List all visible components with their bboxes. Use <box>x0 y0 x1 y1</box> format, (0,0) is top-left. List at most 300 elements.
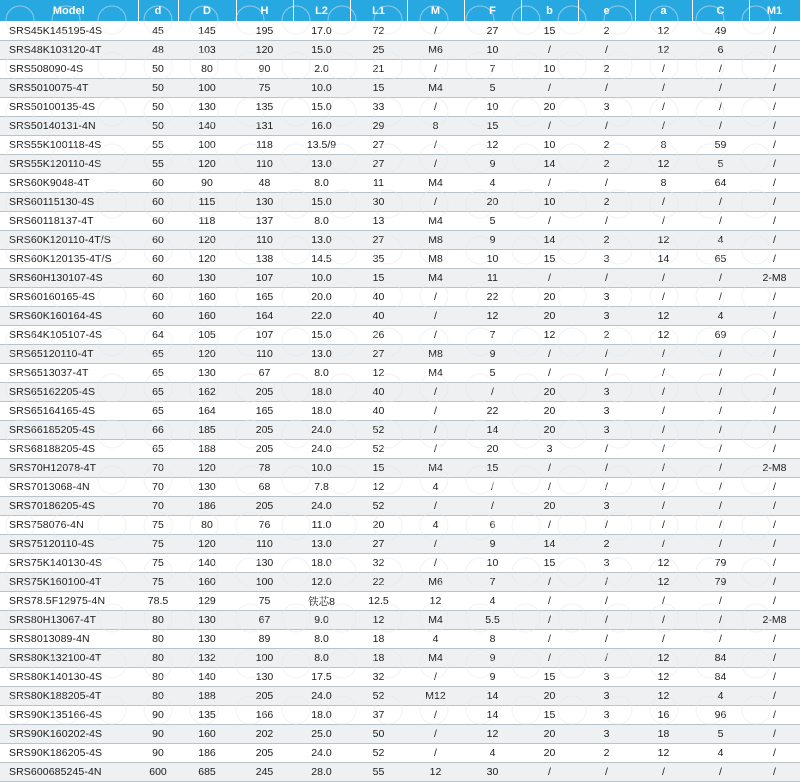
value-cell: 12 <box>521 326 578 345</box>
value-cell: 140 <box>178 117 236 136</box>
value-cell: 205 <box>236 687 293 706</box>
value-cell: 25.0 <box>293 725 350 744</box>
value-cell: 3 <box>578 307 635 326</box>
value-cell: / <box>749 744 800 763</box>
value-cell: / <box>749 98 800 117</box>
model-cell: SRS66185205-4S <box>0 421 138 440</box>
value-cell: 35 <box>350 250 407 269</box>
value-cell: / <box>407 326 464 345</box>
value-cell: / <box>407 60 464 79</box>
value-cell: 12 <box>635 554 692 573</box>
value-cell: 37 <box>350 706 407 725</box>
value-cell: 52 <box>350 440 407 459</box>
table-row <box>0 98 800 117</box>
value-cell: 5.5 <box>464 611 521 630</box>
value-cell: 96 <box>692 706 749 725</box>
value-cell: 90 <box>236 60 293 79</box>
value-cell: 60 <box>138 231 178 250</box>
value-cell: / <box>578 459 635 478</box>
value-cell: 9 <box>464 649 521 668</box>
value-cell: / <box>407 725 464 744</box>
table-row <box>0 668 800 687</box>
value-cell: 14 <box>464 421 521 440</box>
value-cell: 15 <box>350 79 407 98</box>
value-cell: 27 <box>464 22 521 41</box>
value-cell: / <box>692 193 749 212</box>
value-cell: 20 <box>521 687 578 706</box>
value-cell: 10 <box>521 60 578 79</box>
value-cell: 2-M8 <box>749 269 800 288</box>
value-cell: 11 <box>350 174 407 193</box>
value-cell: 75 <box>138 573 178 592</box>
table-row <box>0 706 800 725</box>
value-cell: 130 <box>178 269 236 288</box>
table-row <box>0 516 800 535</box>
value-cell: 160 <box>178 573 236 592</box>
value-cell: M8 <box>407 250 464 269</box>
value-cell: 12 <box>464 136 521 155</box>
value-cell: 22 <box>464 288 521 307</box>
value-cell: 2 <box>578 326 635 345</box>
value-cell: 32 <box>350 554 407 573</box>
table-row <box>0 402 800 421</box>
value-cell: 15 <box>521 668 578 687</box>
value-cell: 107 <box>236 326 293 345</box>
value-cell: 14 <box>464 687 521 706</box>
value-cell: / <box>749 706 800 725</box>
value-cell: 15 <box>464 117 521 136</box>
model-cell: SRS80K132100-4T <box>0 649 138 668</box>
model-cell: SRS6513037-4T <box>0 364 138 383</box>
table-row <box>0 345 800 364</box>
value-cell: 100 <box>236 573 293 592</box>
value-cell: 52 <box>350 421 407 440</box>
value-cell: 18.0 <box>293 706 350 725</box>
value-cell: 120 <box>178 535 236 554</box>
value-cell: 600 <box>138 763 178 782</box>
value-cell: 110 <box>236 155 293 174</box>
value-cell: / <box>521 459 578 478</box>
value-cell: / <box>749 554 800 573</box>
value-cell: / <box>407 497 464 516</box>
value-cell: 12 <box>635 41 692 60</box>
value-cell: 80 <box>178 516 236 535</box>
value-cell: 15 <box>521 706 578 725</box>
value-cell: 84 <box>692 649 749 668</box>
value-cell: 120 <box>236 41 293 60</box>
value-cell: 245 <box>236 763 293 782</box>
value-cell: 27 <box>350 136 407 155</box>
value-cell: 52 <box>350 744 407 763</box>
value-cell: 22 <box>464 402 521 421</box>
value-cell: / <box>749 592 800 611</box>
value-cell: 15.0 <box>293 326 350 345</box>
value-cell: / <box>749 687 800 706</box>
value-cell: / <box>635 763 692 782</box>
model-cell: SRS600685245-4N <box>0 763 138 782</box>
value-cell: 79 <box>692 573 749 592</box>
table-row <box>0 79 800 98</box>
value-cell: / <box>635 592 692 611</box>
value-cell: 48 <box>138 41 178 60</box>
value-cell: 14 <box>521 231 578 250</box>
value-cell: 120 <box>178 345 236 364</box>
value-cell: 3 <box>578 250 635 269</box>
value-cell: 29 <box>350 117 407 136</box>
value-cell: 14.5 <box>293 250 350 269</box>
value-cell: 103 <box>178 41 236 60</box>
value-cell: 3 <box>578 706 635 725</box>
column-header-col-9: e <box>578 0 635 22</box>
value-cell: 65 <box>692 250 749 269</box>
table-row <box>0 269 800 288</box>
value-cell: 2 <box>578 744 635 763</box>
value-cell: / <box>749 193 800 212</box>
value-cell: / <box>407 421 464 440</box>
value-cell: / <box>578 516 635 535</box>
value-cell: 130 <box>236 554 293 573</box>
model-cell: SRS90K160202-4S <box>0 725 138 744</box>
value-cell: 12 <box>464 307 521 326</box>
value-cell: 75 <box>236 592 293 611</box>
value-cell: / <box>407 98 464 117</box>
value-cell: / <box>578 630 635 649</box>
value-cell: / <box>749 383 800 402</box>
value-cell: 12 <box>407 592 464 611</box>
value-cell: 5 <box>464 364 521 383</box>
value-cell: 75 <box>138 535 178 554</box>
value-cell: M6 <box>407 41 464 60</box>
column-header-col-1: d <box>138 0 178 22</box>
value-cell: 17.5 <box>293 668 350 687</box>
value-cell: 17.0 <box>293 22 350 41</box>
value-cell: 107 <box>236 269 293 288</box>
value-cell: 12 <box>350 364 407 383</box>
value-cell: / <box>407 535 464 554</box>
value-cell: 14 <box>521 155 578 174</box>
value-cell: 130 <box>236 193 293 212</box>
value-cell: 33 <box>350 98 407 117</box>
value-cell: M12 <box>407 687 464 706</box>
value-cell: 78.5 <box>138 592 178 611</box>
value-cell: 205 <box>236 440 293 459</box>
model-cell: SRS78.5F12975-4N <box>0 592 138 611</box>
value-cell: 26 <box>350 326 407 345</box>
model-cell: SRS48K103120-4T <box>0 41 138 60</box>
value-cell: 60 <box>138 174 178 193</box>
value-cell: 12 <box>350 611 407 630</box>
table-row <box>0 193 800 212</box>
value-cell: 15 <box>521 250 578 269</box>
value-cell: / <box>692 763 749 782</box>
value-cell: 145 <box>178 22 236 41</box>
value-cell: 27 <box>350 345 407 364</box>
value-cell: / <box>521 611 578 630</box>
value-cell: / <box>521 212 578 231</box>
value-cell: 21 <box>350 60 407 79</box>
value-cell: 100 <box>236 649 293 668</box>
value-cell: 12 <box>635 231 692 250</box>
value-cell: M4 <box>407 611 464 630</box>
model-cell: SRS75120110-4S <box>0 535 138 554</box>
model-cell: SRS60160165-4S <box>0 288 138 307</box>
value-cell: / <box>407 706 464 725</box>
value-cell: 8.0 <box>293 212 350 231</box>
value-cell: 10 <box>521 193 578 212</box>
value-cell: / <box>521 516 578 535</box>
value-cell: / <box>521 478 578 497</box>
table-row <box>0 725 800 744</box>
column-header-col-10: a <box>635 0 692 22</box>
value-cell: 120 <box>178 459 236 478</box>
model-cell: SRS75K160100-4T <box>0 573 138 592</box>
column-header-model: Model <box>0 0 138 22</box>
value-cell: / <box>521 41 578 60</box>
value-cell: M4 <box>407 79 464 98</box>
value-cell: 18 <box>350 630 407 649</box>
value-cell: 30 <box>464 763 521 782</box>
value-cell: 3 <box>578 554 635 573</box>
value-cell: / <box>407 383 464 402</box>
value-cell: / <box>749 516 800 535</box>
value-cell: 4 <box>464 174 521 193</box>
value-cell: 8.0 <box>293 649 350 668</box>
value-cell: / <box>521 117 578 136</box>
value-cell: 160 <box>178 288 236 307</box>
value-cell: 22.0 <box>293 307 350 326</box>
value-cell: / <box>578 649 635 668</box>
value-cell: 30 <box>350 193 407 212</box>
value-cell: 9 <box>464 231 521 250</box>
value-cell: 64 <box>692 174 749 193</box>
value-cell: 55 <box>350 763 407 782</box>
value-cell: / <box>578 41 635 60</box>
model-cell: SRS60118137-4T <box>0 212 138 231</box>
value-cell: / <box>749 668 800 687</box>
value-cell: / <box>635 60 692 79</box>
model-cell: SRS50100135-4S <box>0 98 138 117</box>
value-cell: / <box>521 364 578 383</box>
value-cell: 80 <box>138 649 178 668</box>
value-cell: / <box>578 269 635 288</box>
value-cell: 65 <box>138 383 178 402</box>
value-cell: 28.0 <box>293 763 350 782</box>
value-cell: 5 <box>692 725 749 744</box>
value-cell: 15.0 <box>293 193 350 212</box>
table-row <box>0 117 800 136</box>
model-cell: SRS45K145195-4S <box>0 22 138 41</box>
value-cell: / <box>635 212 692 231</box>
value-cell: / <box>578 364 635 383</box>
value-cell: 5 <box>464 79 521 98</box>
table-row <box>0 744 800 763</box>
value-cell: 18.0 <box>293 554 350 573</box>
value-cell: / <box>692 212 749 231</box>
value-cell: 72 <box>350 22 407 41</box>
table-row <box>0 383 800 402</box>
value-cell: 75 <box>138 554 178 573</box>
value-cell: 12 <box>635 649 692 668</box>
value-cell: 137 <box>236 212 293 231</box>
value-cell: / <box>749 440 800 459</box>
model-cell: SRS55K120110-4S <box>0 155 138 174</box>
value-cell: / <box>635 402 692 421</box>
value-cell: 4 <box>692 687 749 706</box>
value-cell: 8 <box>464 630 521 649</box>
column-header-col-8: b <box>521 0 578 22</box>
value-cell: / <box>749 155 800 174</box>
table-row <box>0 307 800 326</box>
value-cell: 12 <box>350 478 407 497</box>
value-cell: 3 <box>578 402 635 421</box>
value-cell: 15 <box>464 459 521 478</box>
value-cell: / <box>635 345 692 364</box>
value-cell: / <box>749 250 800 269</box>
value-cell: 3 <box>521 440 578 459</box>
value-cell: 20 <box>521 383 578 402</box>
value-cell: 11 <box>464 269 521 288</box>
value-cell: 55 <box>138 136 178 155</box>
value-cell: 110 <box>236 231 293 250</box>
value-cell: 15 <box>350 269 407 288</box>
value-cell: 130 <box>178 478 236 497</box>
value-cell: 186 <box>178 744 236 763</box>
value-cell: / <box>749 174 800 193</box>
value-cell: 12 <box>635 668 692 687</box>
table-row <box>0 136 800 155</box>
value-cell: 18 <box>635 725 692 744</box>
value-cell: M4 <box>407 174 464 193</box>
table-row <box>0 288 800 307</box>
value-cell: 7 <box>464 573 521 592</box>
value-cell: / <box>635 79 692 98</box>
value-cell: / <box>635 440 692 459</box>
value-cell: 24.0 <box>293 497 350 516</box>
table-row <box>0 497 800 516</box>
table-row <box>0 364 800 383</box>
value-cell: 164 <box>178 402 236 421</box>
value-cell: 110 <box>236 535 293 554</box>
value-cell: 2 <box>578 60 635 79</box>
value-cell: / <box>692 516 749 535</box>
value-cell: 2 <box>578 535 635 554</box>
header-row <box>0 0 800 22</box>
value-cell: 80 <box>138 611 178 630</box>
value-cell: 20 <box>521 402 578 421</box>
value-cell: 105 <box>178 326 236 345</box>
value-cell: 10 <box>521 136 578 155</box>
value-cell: 2 <box>578 231 635 250</box>
value-cell: 12 <box>635 687 692 706</box>
model-cell: SRS50140131-4N <box>0 117 138 136</box>
value-cell: 50 <box>138 98 178 117</box>
column-header-col-6: M <box>407 0 464 22</box>
value-cell: 130 <box>178 611 236 630</box>
model-cell: SRS60K120110-4T/S <box>0 231 138 250</box>
value-cell: 10 <box>464 250 521 269</box>
value-cell: 67 <box>236 611 293 630</box>
value-cell: 118 <box>236 136 293 155</box>
value-cell: 12.5 <box>350 592 407 611</box>
value-cell: 8.0 <box>293 174 350 193</box>
value-cell: / <box>635 459 692 478</box>
value-cell: / <box>635 288 692 307</box>
value-cell: 50 <box>138 117 178 136</box>
model-cell: SRS68188205-4S <box>0 440 138 459</box>
value-cell: 140 <box>178 554 236 573</box>
value-cell: 188 <box>178 687 236 706</box>
value-cell: 2 <box>578 155 635 174</box>
value-cell: / <box>407 554 464 573</box>
value-cell: 13 <box>350 212 407 231</box>
table-row <box>0 41 800 60</box>
value-cell: 27 <box>350 535 407 554</box>
model-cell: SRS80H13067-4T <box>0 611 138 630</box>
value-cell: / <box>578 478 635 497</box>
value-cell: 115 <box>178 193 236 212</box>
value-cell: 138 <box>236 250 293 269</box>
value-cell: 18.0 <box>293 383 350 402</box>
value-cell: 2-M8 <box>749 611 800 630</box>
value-cell: / <box>749 535 800 554</box>
value-cell: 4 <box>692 744 749 763</box>
value-cell: / <box>692 459 749 478</box>
value-cell: 9.0 <box>293 611 350 630</box>
value-cell: 7 <box>464 60 521 79</box>
value-cell: 129 <box>178 592 236 611</box>
value-cell: / <box>578 79 635 98</box>
value-cell: M8 <box>407 345 464 364</box>
value-cell: 2 <box>578 136 635 155</box>
value-cell: 52 <box>350 687 407 706</box>
value-cell: / <box>692 440 749 459</box>
value-cell: / <box>578 592 635 611</box>
value-cell: 5 <box>692 155 749 174</box>
value-cell: / <box>749 763 800 782</box>
value-cell: / <box>407 136 464 155</box>
value-cell: / <box>407 22 464 41</box>
value-cell: 188 <box>178 440 236 459</box>
value-cell: / <box>407 155 464 174</box>
value-cell: 3 <box>578 383 635 402</box>
model-cell: SRS65162205-4S <box>0 383 138 402</box>
value-cell: 205 <box>236 744 293 763</box>
value-cell: / <box>578 763 635 782</box>
value-cell: 16.0 <box>293 117 350 136</box>
table-row <box>0 630 800 649</box>
value-cell: 2 <box>578 22 635 41</box>
value-cell: 13.0 <box>293 345 350 364</box>
model-cell: SRS70186205-4S <box>0 497 138 516</box>
value-cell: / <box>692 630 749 649</box>
value-cell: 2.0 <box>293 60 350 79</box>
value-cell: 140 <box>178 668 236 687</box>
value-cell: 20.0 <box>293 288 350 307</box>
value-cell: 3 <box>578 668 635 687</box>
value-cell: 90 <box>138 744 178 763</box>
model-cell: SRS60K9048-4T <box>0 174 138 193</box>
value-cell: 13.0 <box>293 535 350 554</box>
model-cell: SRS80K140130-4S <box>0 668 138 687</box>
value-cell: 12 <box>635 22 692 41</box>
value-cell: 20 <box>350 516 407 535</box>
value-cell: 15 <box>350 459 407 478</box>
value-cell: 89 <box>236 630 293 649</box>
value-cell: 16 <box>635 706 692 725</box>
model-cell: SRS90K186205-4S <box>0 744 138 763</box>
value-cell: 12 <box>635 307 692 326</box>
value-cell: / <box>749 307 800 326</box>
